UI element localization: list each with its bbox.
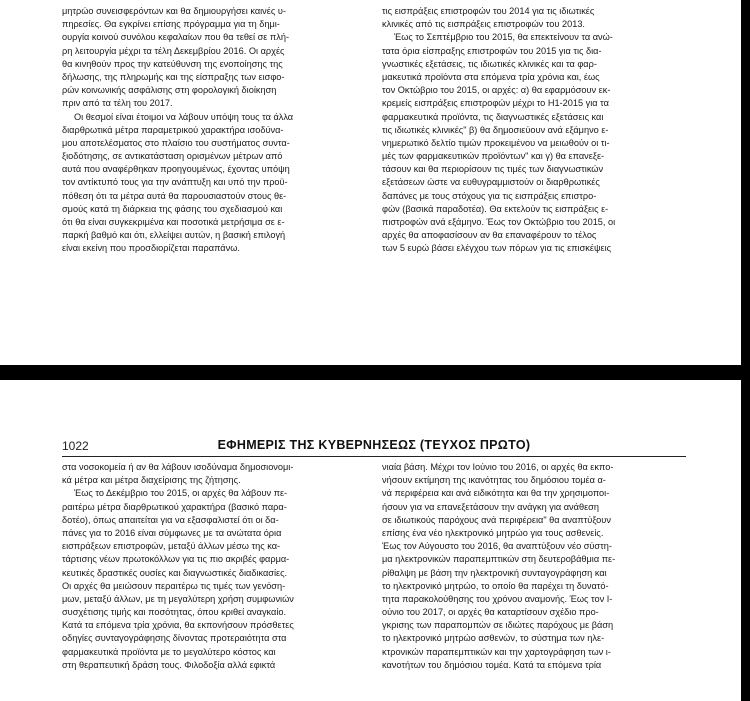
text-line: νιαία βάση. Μέχρι τον Ιούνιο του 2016, οι αρχές θα εκπο- (382, 462, 614, 472)
text-line: τον αντίκτυπό τους για την ανάπτυξη και υπό την προϋ- (62, 177, 288, 188)
text-line: ραιτέρω μέτρα διαρθρωτικού χαρακτήρα (βασικό παρα- (62, 501, 287, 512)
text-line: ρών κοινωνικής ασφάλισης στη φορολογική διοίκηση (62, 85, 277, 96)
page-header (62, 436, 686, 457)
text-line: φαρμακευτικά προϊόντα, τις διαγνωστικές εξετάσεις και (382, 111, 604, 122)
text-line: σμούς κατά τη διάρκεια της φάσης του σχεδιασμού και (62, 203, 283, 214)
text-line: φών (βασικά παραδοτέα). Θα εκτελούν τις εισπράξεις ε- (382, 203, 609, 214)
text-line: πιστροφών ανά εξάμηνο. Έως τον Οκτώβριο του 2015, οι (382, 217, 616, 227)
text-line: ρίθαλψη με βάση την ηλεκτρονική συνταγογράφηση και (382, 567, 607, 578)
journal-title: ΕΦΗΜΕΡΙΣ ΤΗΣ ΚΥΒΕΡΝΗΣΕΩΣ (ΤΕΥΧΟΣ ΠΡΩΤΟ) (217, 438, 531, 452)
bottom-document-page (0, 380, 741, 701)
text-line: στη θεραπευτική δράση τους. Φιλοδοξία αλλά εφικτά (62, 659, 276, 670)
top-left-column (62, 5, 362, 256)
text-line: τάσουν και θα περιορίσουν τις τιμές των διαγνωστικών (382, 164, 604, 175)
text-line: των 5 ευρώ βάσει ελέγχου των πόρων για τις επισκέψεις (382, 243, 612, 254)
text-line: μων, μεταξύ άλλων, με τη μεγαλύτερη χρήση συμφωνιών (62, 593, 294, 604)
text-line: διαρθρωτικά μέτρα παραμετρικού χαρακτήρα ισοδύνα- (62, 124, 284, 135)
text-line: κευτικές δραστικές ουσίες και διαγνωστικές διαδικασίες. (62, 567, 288, 578)
text-line: νά περιφέρεια και ανά ειδικότητα και θα την χρησιμοποι- (382, 488, 610, 499)
text-line: Έως τον Αύγουστο του 2016, θα αναπτύξουν νέο σύστη- (382, 541, 612, 552)
text-line: ρη λειτουργία μέχρι τα τέλη Δεκεμβρίου 2016. Οι αρχές (62, 45, 285, 56)
text-line: μακευτικά προϊόντα στα επόμενα τρία χρόνια και, έως (382, 71, 600, 82)
text-line: εισπράξεων επιστροφών, μεταξύ άλλων μέσω της κα- (62, 541, 281, 552)
text-line: δοτέο), όπως απαιτείται για να εξασφαλιστεί ότι οι δα- (62, 514, 279, 525)
text-line: ξιοδότησης, σε αντικατάσταση ορισμένων μέτρων από (62, 151, 283, 162)
bottom-right-column (382, 461, 686, 672)
text-line: γκρισης των παραπομπών σε ιδιώτες παρόχους με βάση (382, 620, 614, 631)
top-right-column (382, 5, 686, 256)
text-line: πριν από τα τέλη του 2017. (62, 98, 173, 109)
text-line: τατα όρια είσπραξης επιστροφών του 2015 για τις δια- (382, 45, 602, 56)
text-line: κρεμείς εισπράξεις επιστροφών μέχρι το H1-2015 για τα (382, 98, 609, 109)
text-line: κά μέτρα και μέτρα διαχείρισης της ζήτησης. (62, 475, 241, 486)
text-line: αυτά που αναφέρθηκαν προηγουμένως, έχοντας υπόψη (62, 164, 290, 175)
text-line: πάνες για το 2016 είναι σύμφωνες με τα ανώτατα όρια (62, 527, 282, 538)
text-line: ούνιο του 2017, οι αρχές θα καταρτίσουν σχέδιο προ- (382, 607, 599, 618)
text-line: ήσουν για να επανεξετάσουν την ανάγκη για ανάθεση (382, 501, 599, 512)
text-line: οδηγίες συνταγογράφησης δίνοντας προτεραιότητα στα (62, 633, 287, 644)
text-line: επίσης ένα νέο ηλεκτρονικό μητρώο για τους ασθενείς. (382, 527, 604, 538)
text-line: ότι θα είναι συγκεκριμένα και ποσοτικά μετρήσιμα σε ε- (62, 217, 285, 227)
text-line: παρκή βαθμό και ότι, ελλείψει αυτών, η βασική επιλογή (62, 230, 286, 241)
text-line: κτρονικών παραπεμπτικών και την χαρτογράφηση των ι- (382, 646, 611, 657)
text-line: μα ηλεκτρονικών παραπεμπτικών στη δευτεροβάθμια πε- (382, 554, 616, 565)
text-line: πόθεση ότι τα μέτρα αυτά θα παρουσιαστούν στους θε- (62, 190, 287, 201)
text-line: μητρώο συνεισφερόντων και θα δημιουργήσει καινές υ- (62, 6, 286, 16)
text-line: Οι θεσμοί είναι έτοιμοι να λάβουν υπόψη τους τα άλλα (74, 111, 294, 122)
text-line: σε ιδιωτικούς παρόχους ανά περιφέρεια" θα αναπτύξουν (382, 514, 611, 525)
text-line: τητα παρακολούθησης του χρόνου αναμονής. Έως τον Ι- (382, 593, 613, 604)
text-line: είναι εκείνη που προσδιορίζεται παραπάνω. (62, 243, 240, 254)
text-line: φαρμακευτικά προϊόντα με το μεγαλύτερο κόστος και (62, 646, 276, 657)
text-line: εξετάσεων ώστε να ευθυγραμμιστούν οι διαρθρωτικές (382, 177, 600, 188)
text-line: αρχές θα αποφασίσουν αν θα επαναφέρουν το τέλος (382, 230, 597, 241)
page-number: 1022 (62, 439, 89, 453)
text-line: Έως το Σεπτέμβριο του 2015, θα επεκτείνουν τα ανώ- (394, 32, 613, 43)
text-line: γνωστικές εξετάσεις, τις ιδιωτικές κλινικές και τα φαρ- (382, 58, 597, 69)
text-line: Οι αρχές θα μειώσουν περαιτέρω τις τιμές των γενόση- (62, 580, 286, 591)
bottom-left-column (62, 461, 362, 672)
text-line: τις εισπράξεις επιστροφών του 2014 για τις ιδιωτικές (382, 6, 595, 16)
text-line: κανοτήτων του δημόσιου τομέα. Κατά τα επόμενα τρία (382, 659, 602, 670)
text-line: συσχέτισης τιμής και ποσότητας, όπου κριθεί αναγκαίο. (62, 607, 287, 618)
text-line: τις ιδιωτικές κλινικές" β) θα δημοσιεύουν ανά εξάμηνο ε- (382, 124, 609, 135)
text-line: το ηλεκτρονικό μητρώο ασθενών, το σύστημα των ηλε- (382, 633, 605, 644)
text-line: Κατά τα επόμενα τρία χρόνια, θα εκπονήσουν πρόσθετες (62, 620, 294, 631)
text-line: δαπάνες με τους στόχους για τις εισπράξεις επιστρο- (382, 190, 597, 201)
text-line: πηρεσίες. Θα εγκρίνει επίσης πρόγραμμα για τη δημι- (62, 19, 280, 30)
text-line: ουργία κοινού συνόλου κεφαλαίων που θα τεθεί σε πλή- (62, 32, 290, 43)
text-line: δήλωσης, της πληρωμής και της είσπραξης των εισφο- (62, 71, 285, 82)
text-line: κλινικές από τις εισπράξεις επιστροφών του 2013. (382, 19, 585, 30)
text-line: μές των φαρμακευτικών προϊόντων" και γ) θα επανεξε- (382, 151, 605, 162)
text-line: νημερωτικό δελτίο τιμών προκειμένου να μειωθούν οι τι- (382, 137, 610, 148)
text-line: νήσουν εκτίμηση της ικανότητας του δημόσιου τομέα α- (382, 475, 606, 486)
text-line: θα κινηθούν προς την κατεύθυνση της ενοποίησης της (62, 58, 283, 69)
text-line: μου αποτελέσματος στο πλαίσιο του συστήματος συντα- (62, 137, 290, 148)
text-line: το ηλεκτρονικό μητρώο, το οποίο θα παρέχει τη δυνατό- (382, 580, 609, 591)
text-line: τάρτισης νέων πρωτοκόλλων για τις πιο ακριβές φαρμα- (62, 554, 290, 565)
text-line: τον Οκτώβριο του 2015, οι αρχές: α) θα εφαρμόσουν εκ- (382, 85, 611, 96)
text-line: Έως το Δεκέμβριο του 2015, οι αρχές θα λάβουν πε- (74, 488, 288, 499)
text-line: στα νοσοκομεία ή αν θα λάβουν ισοδύναμα δημοσιονομι- (62, 462, 294, 472)
